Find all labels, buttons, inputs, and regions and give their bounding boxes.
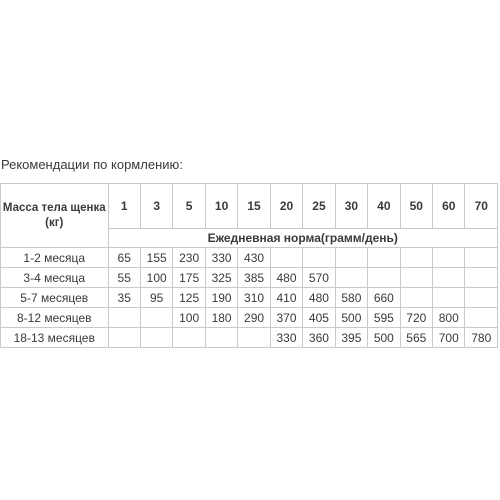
value-cell: 330 <box>205 248 237 268</box>
age-cell: 3-4 месяца <box>1 268 109 288</box>
value-cell: 55 <box>108 268 140 288</box>
value-cell <box>465 288 498 308</box>
table-row <box>1 308 498 328</box>
value-cell: 480 <box>303 288 335 308</box>
weight-col-3: 3 <box>140 184 172 229</box>
value-cell: 480 <box>270 268 302 288</box>
value-cell: 395 <box>335 328 367 348</box>
value-cell: 580 <box>335 288 367 308</box>
value-cell: 700 <box>433 328 465 348</box>
value-cell: 100 <box>173 308 205 328</box>
value-cell: 385 <box>238 268 270 288</box>
weight-col-15: 15 <box>238 184 270 229</box>
value-cell: 35 <box>108 288 140 308</box>
value-cell: 595 <box>368 308 400 328</box>
weight-col-70: 70 <box>465 184 498 229</box>
value-cell: 175 <box>173 268 205 288</box>
feeding-table <box>0 183 498 348</box>
value-cell: 500 <box>335 308 367 328</box>
value-cell <box>368 268 400 288</box>
value-cell: 310 <box>238 288 270 308</box>
value-cell: 410 <box>270 288 302 308</box>
value-cell: 430 <box>238 248 270 268</box>
weight-col-50: 50 <box>400 184 432 229</box>
weight-col-30: 30 <box>335 184 367 229</box>
value-cell <box>335 248 367 268</box>
value-cell <box>465 248 498 268</box>
value-cell: 660 <box>368 288 400 308</box>
age-cell: 1-2 месяца <box>1 248 109 268</box>
value-cell: 360 <box>303 328 335 348</box>
value-cell: 330 <box>270 328 302 348</box>
value-cell <box>238 328 270 348</box>
table-row <box>1 268 498 288</box>
value-cell: 230 <box>173 248 205 268</box>
table-row <box>1 328 498 348</box>
weight-header-label: Масса тела щенка (кг) <box>1 184 109 248</box>
value-cell <box>108 308 140 328</box>
value-cell: 100 <box>140 268 172 288</box>
table-row <box>1 288 498 308</box>
age-cell: 18-13 месяцев <box>1 328 109 348</box>
value-cell <box>140 308 172 328</box>
value-cell: 800 <box>433 308 465 328</box>
value-cell: 370 <box>270 308 302 328</box>
value-cell <box>400 248 432 268</box>
value-cell: 570 <box>303 268 335 288</box>
header-row <box>1 184 498 229</box>
age-cell: 5-7 месяцев <box>1 288 109 308</box>
weight-col-5: 5 <box>173 184 205 229</box>
weight-col-20: 20 <box>270 184 302 229</box>
value-cell <box>465 268 498 288</box>
page-title: Рекомендации по кормлению: <box>1 157 183 172</box>
value-cell: 95 <box>140 288 172 308</box>
value-cell: 720 <box>400 308 432 328</box>
table-row <box>1 248 498 268</box>
value-cell <box>205 328 237 348</box>
weight-col-10: 10 <box>205 184 237 229</box>
value-cell <box>465 308 498 328</box>
weight-col-25: 25 <box>303 184 335 229</box>
table-body <box>1 248 498 348</box>
value-cell <box>335 268 367 288</box>
daily-norm-subheader: Ежедневная норма(грамм/день) <box>108 229 498 248</box>
value-cell <box>173 328 205 348</box>
value-cell <box>433 288 465 308</box>
value-cell <box>140 328 172 348</box>
value-cell: 65 <box>108 248 140 268</box>
value-cell <box>368 248 400 268</box>
value-cell: 190 <box>205 288 237 308</box>
value-cell <box>270 248 302 268</box>
age-cell: 8-12 месяцев <box>1 308 109 328</box>
value-cell: 565 <box>400 328 432 348</box>
value-cell: 180 <box>205 308 237 328</box>
value-cell: 155 <box>140 248 172 268</box>
value-cell: 780 <box>465 328 498 348</box>
value-cell <box>433 248 465 268</box>
value-cell: 405 <box>303 308 335 328</box>
weight-col-40: 40 <box>368 184 400 229</box>
value-cell <box>303 248 335 268</box>
weight-col-60: 60 <box>433 184 465 229</box>
value-cell: 290 <box>238 308 270 328</box>
value-cell <box>433 268 465 288</box>
value-cell <box>108 328 140 348</box>
value-cell <box>400 268 432 288</box>
value-cell: 325 <box>205 268 237 288</box>
weight-col-1: 1 <box>108 184 140 229</box>
value-cell: 500 <box>368 328 400 348</box>
value-cell: 125 <box>173 288 205 308</box>
value-cell <box>400 288 432 308</box>
